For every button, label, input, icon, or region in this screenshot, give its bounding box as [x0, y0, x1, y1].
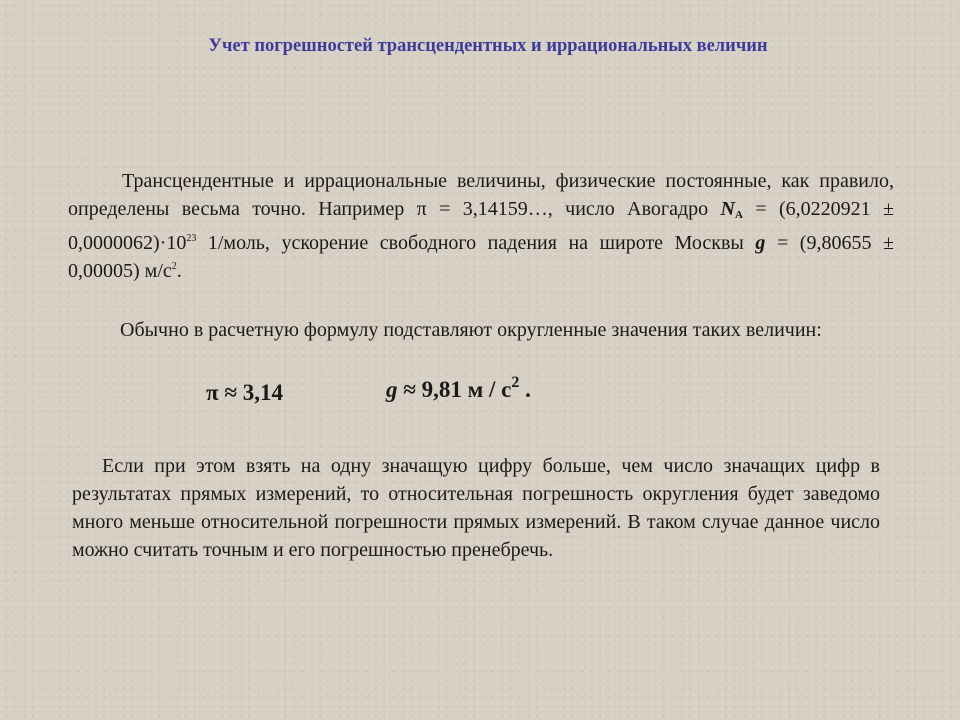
formula-g	[386, 374, 531, 403]
formula-g-end: .	[519, 377, 531, 402]
p1-text-e: .	[176, 260, 182, 282]
slide-title: Учет погрешностей трансцендентных и иррациональных величин	[208, 36, 768, 56]
avogadro-subscript: A	[735, 209, 743, 221]
paragraph-conclusion	[72, 452, 880, 564]
p1-text-b: = (6,0220921 ± 0,0000062)·10	[68, 198, 894, 254]
paragraph-constants	[68, 167, 894, 285]
p1-text-c: 1/моль, ускорение свободного падения на широте Москвы	[196, 232, 756, 254]
formula-pi: π ≈ 3,14	[206, 380, 283, 405]
formula-g-approx: ≈ 9,81	[397, 377, 462, 402]
p1-text-d: = (9,80655 ± 0,00005) м/с	[68, 232, 894, 282]
gravity-symbol: g	[755, 232, 766, 254]
p2-text: Обычно в расчетную формулу подставляют округленные значения таких величин:	[120, 319, 822, 341]
gravity-unit-exponent: 2	[171, 261, 177, 272]
formula-g-symbol: g	[386, 377, 398, 402]
formula-g-unit: м / с	[461, 377, 512, 402]
formula-g-exponent: 2	[511, 374, 520, 391]
avogadro-symbol: N	[720, 198, 735, 220]
paragraph-rounding	[72, 316, 888, 344]
p3-text: Если при этом взять на одну значащую цифру больше, чем число значащих цифр в результатах прямых измерений, то относительная погрешность округления будет заведомо много меньше относительной погрешности прямых измерений. В таком случае данное число можно считать точным и его погрешностью пренебречь.	[72, 455, 880, 561]
avogadro-exponent: 23	[186, 233, 197, 244]
p1-text-a: Трансцендентные и иррациональные величины, физические постоянные, как правило, определены весьма точно. Например π = 3,14159…, число Авогадро	[68, 170, 894, 220]
